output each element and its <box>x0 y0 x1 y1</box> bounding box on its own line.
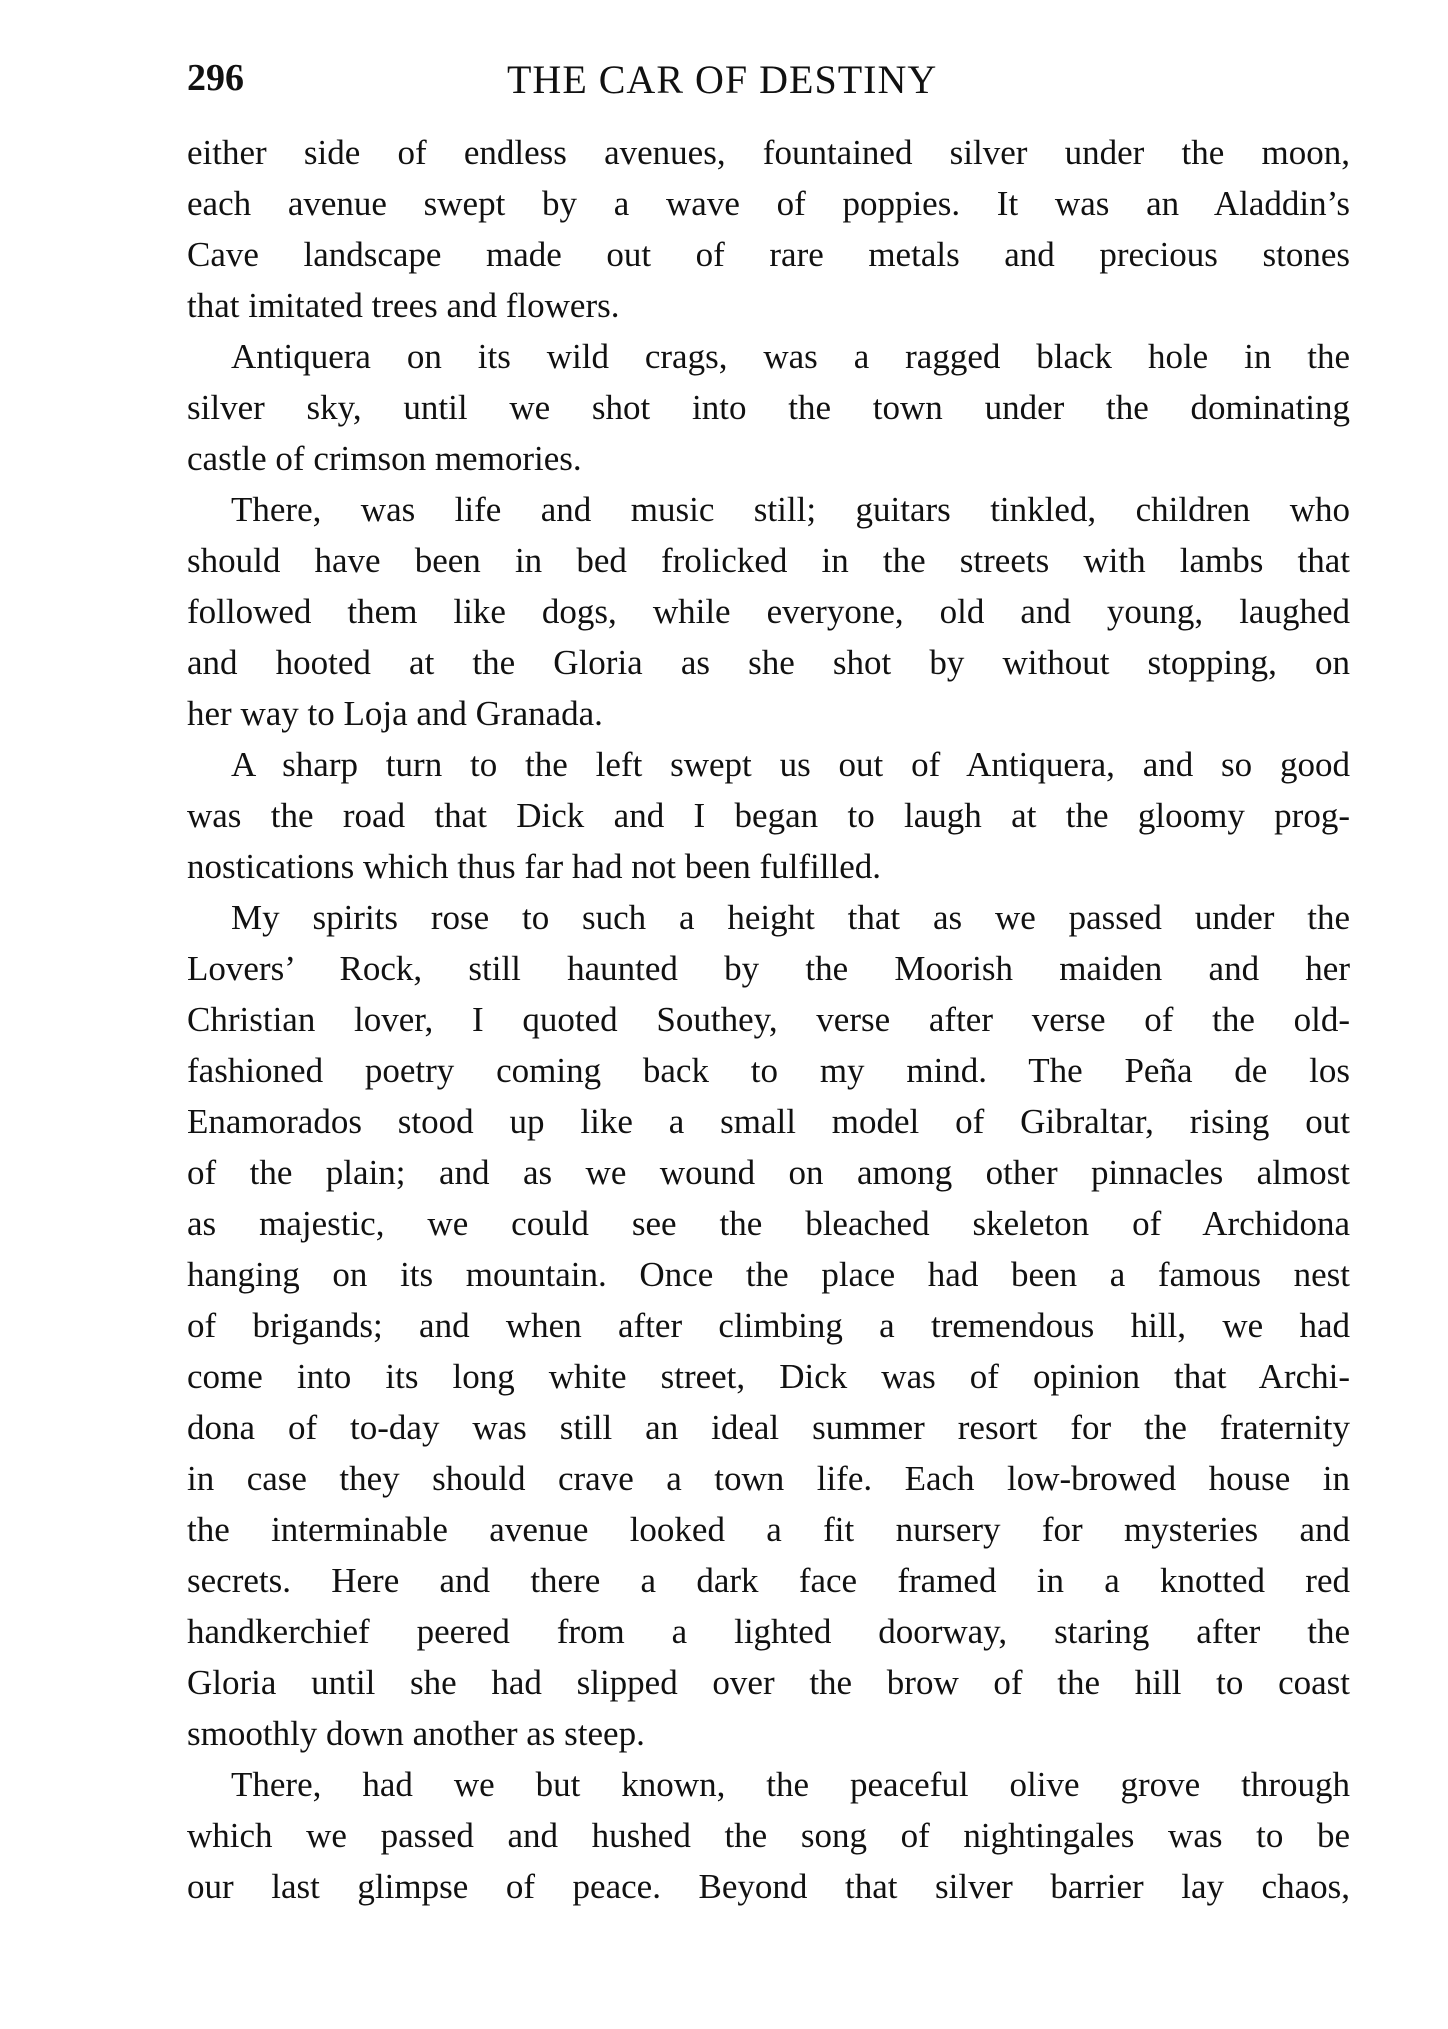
paragraph <box>187 892 1350 1759</box>
running-header <box>187 56 1350 106</box>
text-line: Enamorados stood up like a small model of Gibraltar, rising out <box>187 1102 1350 1141</box>
page-number: 296 <box>187 57 244 99</box>
text-line: of brigands; and when after climbing a tremendous hill, we had <box>187 1306 1350 1345</box>
text-line: fashioned poetry coming back to my mind. The Peña de los <box>187 1051 1350 1090</box>
text-line: dona of to-day was still an ideal summer resort for the fraternity <box>187 1408 1350 1447</box>
text-line: each avenue swept by a wave of poppies. It was an Aladdin’s <box>187 184 1350 223</box>
paragraph <box>187 739 1350 892</box>
text-line: and hooted at the Gloria as she shot by without stopping, on <box>187 643 1350 682</box>
text-line: that imitated trees and flowers. <box>187 286 620 325</box>
text-line: smoothly down another as steep. <box>187 1714 645 1753</box>
text-line: our last glimpse of peace. Beyond that silver barrier lay chaos, <box>187 1867 1350 1906</box>
text-line: nostications which thus far had not been fulfilled. <box>187 847 882 886</box>
text-line: in case they should crave a town life. Each low-browed house in <box>187 1459 1350 1498</box>
text-line: hanging on its mountain. Once the place had been a famous nest <box>187 1255 1350 1294</box>
text-line: Lovers’ Rock, still haunted by the Moorish maiden and her <box>187 949 1350 988</box>
text-line: My spirits rose to such a height that as we passed under the <box>231 898 1350 937</box>
paragraph <box>187 331 1350 484</box>
paragraph <box>187 484 1350 739</box>
text-line: was the road that Dick and I began to laugh at the gloomy prog- <box>187 796 1350 835</box>
running-title: THE CAR OF DESTINY <box>507 57 938 102</box>
text-line: Antiquera on its wild crags, was a ragged black hole in the <box>231 337 1350 376</box>
text-line: There, was life and music still; guitars tinkled, children who <box>231 490 1350 529</box>
paragraph <box>187 127 1350 331</box>
text-line: handkerchief peered from a lighted doorway, staring after the <box>187 1612 1350 1651</box>
text-line: come into its long white street, Dick was of opinion that Archi- <box>187 1357 1350 1396</box>
text-line: either side of endless avenues, fountained silver under the moon, <box>187 133 1350 172</box>
body-text <box>187 127 1350 1912</box>
text-line: her way to Loja and Granada. <box>187 694 603 733</box>
text-line: silver sky, until we shot into the town under the dominating <box>187 388 1350 427</box>
text-line: as majestic, we could see the bleached skeleton of Archidona <box>187 1204 1350 1243</box>
text-line: Christian lover, I quoted Southey, verse after verse of the old- <box>187 1000 1350 1039</box>
text-line: castle of crimson memories. <box>187 439 582 478</box>
text-line: followed them like dogs, while everyone, old and young, laughed <box>187 592 1350 631</box>
text-line: A sharp turn to the left swept us out of Antiquera, and so good <box>231 745 1350 784</box>
text-line: There, had we but known, the peaceful olive grove through <box>231 1765 1350 1804</box>
text-line: Gloria until she had slipped over the brow of the hill to coast <box>187 1663 1350 1702</box>
paragraph <box>187 1759 1350 1912</box>
text-line: of the plain; and as we wound on among other pinnacles almost <box>187 1153 1350 1192</box>
text-line: secrets. Here and there a dark face framed in a knotted red <box>187 1561 1350 1600</box>
text-line: should have been in bed frolicked in the streets with lambs that <box>187 541 1350 580</box>
text-line: which we passed and hushed the song of nightingales was to be <box>187 1816 1350 1855</box>
text-line: Cave landscape made out of rare metals and precious stones <box>187 235 1350 274</box>
text-line: the interminable avenue looked a fit nursery for mysteries and <box>187 1510 1350 1549</box>
